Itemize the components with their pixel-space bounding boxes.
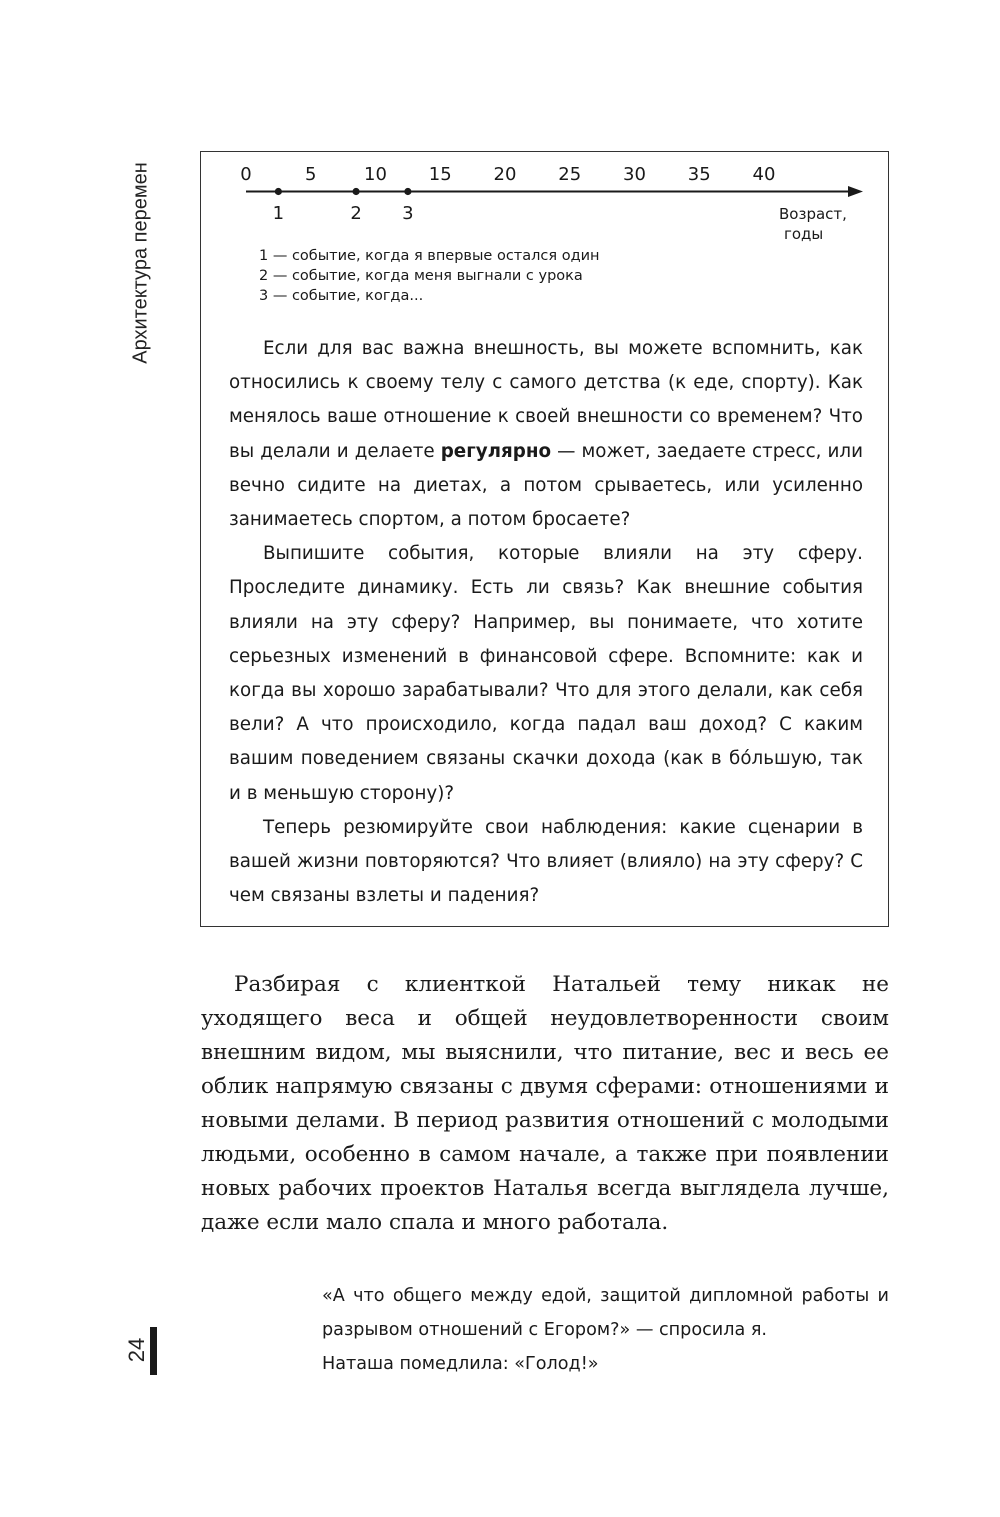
axis-title-line2: годы	[784, 225, 824, 243]
box-paragraph-1: Если для вас важна внешность, вы можете вспомнить, как относились к своему телу с самого детства (к еде, спорту). Как менялось ваше отношение к своей внешности со временем? Что вы делали и делаете регулярно — может, заедаете стресс, или вечно сидите на диетах, а потом срываетесь, или усиленно занимаетесь спортом, а потом бросаете?	[229, 338, 864, 531]
tick-label-5: 5	[305, 164, 317, 185]
box-paragraph-2: Выпишите события, которые влияли на эту сферу. Проследите динамику. Есть ли связь? Как внешние события влияли на эту сферу? Например, вы понимаете, что хотите серьезных изменений в финансовой сфере. Вспомните: как и когда вы хорошо зарабатывали? Что для этого делали, как себя вели? А что происходило, когда падал ваш доход? С каким вашим поведением связаны скачки дохода (как в бóльшую, так и в меньшую сторону)?	[229, 543, 863, 804]
dialogue-line-1: «А что общего между едой, защитой дипломной работы и разрывом отношений с Егором?» — спросила я.	[322, 1286, 889, 1340]
tick-label-30: 30	[623, 164, 646, 185]
running-head: Архитектура перемен	[129, 161, 152, 364]
dialogue-line-2: Наташа помедлила: «Голод!»	[322, 1354, 599, 1374]
tick-label-40: 40	[752, 164, 776, 185]
box-paragraph-3: Теперь резюмируйте свои наблюдения: какие сценарии в вашей жизни повторяются? Что влияет (влияло) на эту сферу? С чем связаны взлеты и падения?	[229, 816, 863, 907]
timeline-arrowhead	[848, 186, 863, 197]
exercise-box	[200, 151, 889, 927]
event-label-1: 1	[272, 203, 285, 224]
axis-title-line1: Возраст,	[779, 205, 847, 223]
main-paragraph: Разбирая с клиенткой Натальей тему никак не уходящего веса и общей неудовлетворенности своим внешним видом, мы выяснили, что питание, вес и весь ее облик напрямую связаны с двумя сферами: отношениями и новыми делами. В период развития отношений с молодыми людьми, особенно в самом начале, а также при появлении новых рабочих проектов Наталья всегда выглядела лучше, даже если мало спала и много работала.	[201, 972, 889, 1235]
tick-label-25: 25	[558, 164, 582, 185]
event-point-3	[404, 188, 411, 195]
bold-word: регулярно	[440, 440, 552, 462]
tick-label-15: 15	[428, 164, 452, 185]
legend-item-1: 1 — событие, когда я впервые остался один	[259, 248, 600, 264]
legend-item-3: 3 — событие, когда...	[259, 288, 424, 304]
page-number-rule	[150, 1327, 157, 1375]
tick-label-0: 0	[240, 164, 252, 185]
tick-label-35: 35	[687, 164, 711, 185]
tick-label-20: 20	[493, 164, 517, 185]
event-point-1	[275, 188, 282, 195]
exercise-text	[229, 332, 863, 913]
dialogue-quote	[322, 1279, 889, 1381]
event-label-3: 3	[402, 203, 414, 224]
main-text	[201, 968, 889, 1240]
event-label-2: 2	[350, 203, 362, 224]
event-point-2	[352, 188, 359, 195]
tick-label-10: 10	[364, 164, 387, 185]
legend-item-2: 2 — событие, когда меня выгнали с урока	[259, 268, 583, 284]
page-number: 24	[124, 1337, 149, 1363]
